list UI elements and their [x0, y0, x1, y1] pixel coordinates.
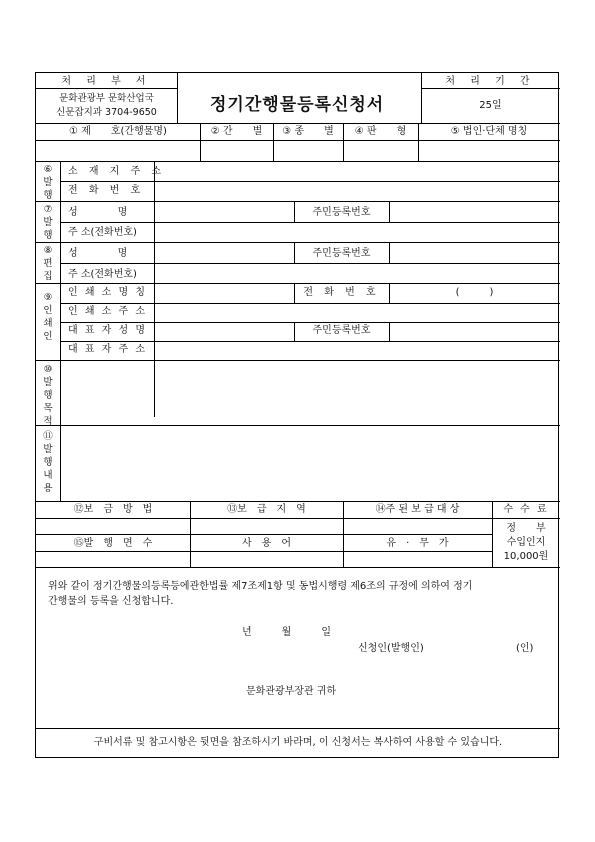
format-field[interactable]	[344, 141, 418, 160]
period-value: 25일	[479, 100, 502, 111]
distribution-target-field[interactable]	[344, 519, 492, 533]
printer-shop-address-field[interactable]	[155, 304, 560, 321]
col-type: ③ 종 별	[282, 126, 334, 137]
divider	[421, 88, 560, 89]
language-field[interactable]	[191, 552, 343, 566]
dept-line2: 신문잡지과 3704-9650	[56, 107, 157, 118]
printer-shop-name-field[interactable]	[155, 284, 293, 302]
distribution-method-field[interactable]	[36, 519, 190, 533]
frequency-field[interactable]	[201, 141, 273, 160]
publisher-address-field[interactable]	[155, 162, 560, 180]
col-title: ① 제 호(간행물명)	[69, 126, 167, 137]
printer-rep-address-field[interactable]	[155, 342, 560, 359]
issuer-rrn-field[interactable]	[390, 202, 560, 221]
statement-line2: 간행물의 등록을 신청합니다.	[48, 596, 174, 607]
title-field[interactable]	[36, 141, 200, 160]
divider	[36, 501, 560, 502]
type-field[interactable]	[274, 141, 343, 160]
printer-rep-rrn-label: 주민등록번호	[312, 325, 371, 336]
pages-field[interactable]	[36, 552, 190, 566]
divider	[36, 534, 492, 535]
seal-mark: (인)	[516, 643, 534, 654]
distribution-region-label: ⑬보 급 지 역	[227, 504, 306, 515]
printer-rep-address-label: 대 표 자 주 소	[68, 344, 148, 355]
issuer-name-field[interactable]	[155, 202, 293, 221]
printer-phone-field[interactable]: ( )	[455, 287, 494, 298]
content-field[interactable]	[61, 426, 560, 500]
publisher-address-label: 소 재 지 주 소	[68, 166, 166, 177]
period-label: 처 리 기 간	[445, 76, 536, 87]
col-frequency: ② 간 별	[210, 126, 263, 137]
printer-rep-name-field[interactable]	[155, 323, 293, 340]
editor-name-label: 성 명	[68, 248, 128, 259]
issuer-address-label: 주 소(전화번호)	[68, 227, 137, 238]
publisher-phone-label: 전 화 번 호	[68, 185, 145, 196]
dept-label: 처 리 부 서	[61, 76, 152, 87]
issuer-rrn-label: 주민등록번호	[312, 207, 371, 218]
purpose-section-label: ⑩ 발 행 목 적	[43, 364, 53, 427]
dept-line1: 문화관광부 문화산업국	[59, 93, 154, 104]
paid-free-label: 유 · 무 가	[386, 538, 449, 549]
printer-shop-name-label: 인 쇄 소 명 칭	[68, 287, 148, 298]
divider	[36, 283, 560, 284]
editor-address-field[interactable]	[155, 264, 560, 282]
distribution-method-label: ⑫보 금 방 법	[73, 504, 153, 515]
paid-free-field[interactable]	[344, 552, 492, 566]
distribution-target-label: ⑭주 된 보 급 대 상	[375, 504, 460, 515]
distribution-region-field[interactable]	[191, 519, 343, 533]
editor-section-label: ⑧ 편 집	[43, 245, 53, 282]
editor-address-label: 주 소(전화번호)	[68, 269, 137, 280]
application-date: 년 월 일	[242, 627, 331, 638]
registration-form	[35, 72, 559, 758]
divider	[36, 567, 560, 568]
page-title: 정기간행물등록신청서	[210, 95, 385, 115]
printer-shop-address-label: 인 쇄 소 주 소	[68, 306, 148, 317]
addressee: 문화관광부장관 귀하	[246, 686, 337, 697]
content-section-label: ⑪ 발 행 내 용	[43, 431, 53, 494]
issuer-address-field[interactable]	[155, 223, 560, 241]
printer-phone-label: 전 화 번 호	[303, 287, 380, 298]
applicant-label: 신청인(발행인)	[358, 643, 424, 654]
language-label: 사 용 어	[242, 538, 291, 549]
purpose-field[interactable]	[61, 361, 560, 423]
issuer-name-label: 성 명	[68, 207, 128, 218]
divider	[36, 123, 560, 124]
footer-note: 구비서류 및 참고시항은 뒷면을 참조하시기 바라며, 이 신청서는 복사하여 사용할 수 있습니다.	[93, 737, 503, 748]
divider	[36, 88, 177, 89]
fee-detail-1: 정 부	[506, 523, 546, 534]
editor-rrn-label: 주민등록번호	[312, 248, 371, 259]
printer-rep-rrn-field[interactable]	[390, 323, 560, 340]
publisher-section-label: ⑥ 발 행	[43, 164, 53, 201]
editor-rrn-field[interactable]	[390, 243, 560, 262]
statement-line1: 위와 같이 정기간행물의등록등에관한법률 제7조제1항 및 동법시행령 제6조의 규정에 의하여 정기	[48, 581, 473, 592]
printer-section-label: ⑨ 인 쇄 인	[43, 292, 53, 342]
pages-label: ⑮발 행 면 수	[73, 538, 153, 549]
fee-detail-3: 10,000원	[503, 551, 549, 562]
divider	[36, 728, 560, 729]
printer-rep-name-label: 대 표 자 성 명	[68, 325, 148, 336]
fee-detail-2: 수입인지	[506, 537, 546, 548]
col-format: ④ 판 형	[354, 126, 407, 137]
editor-name-field[interactable]	[155, 243, 293, 262]
divider	[177, 73, 178, 123]
fee-label: 수 수 료	[503, 504, 549, 515]
col-org-name: ⑤ 법인·단체 명칭	[450, 126, 528, 137]
publisher-phone-field[interactable]	[155, 182, 560, 200]
org-name-field[interactable]	[419, 141, 560, 160]
issuer-section-label: ⑦ 발 행	[43, 204, 53, 241]
